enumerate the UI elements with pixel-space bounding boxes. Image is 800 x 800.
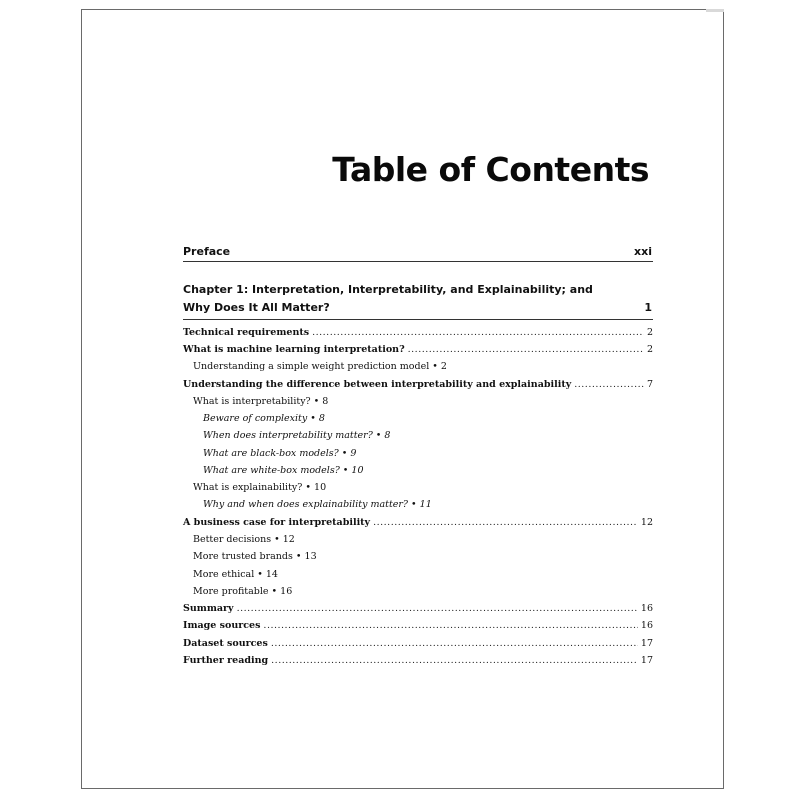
book-page [81, 9, 724, 789]
toc-entry-better-decisions[interactable]: Better decisions • 12 [193, 534, 295, 545]
toc-entry-black-box-models[interactable]: What are black-box models? • 9 [203, 448, 357, 459]
toc-entry-technical-requirements[interactable] [183, 324, 653, 341]
toc-entry-weight-prediction-model[interactable]: Understanding a simple weight prediction model • 2 [193, 361, 447, 372]
preface-page-number: xxi [634, 245, 652, 258]
entry-label: Technical requirements [183, 327, 310, 338]
toc-entry-dataset-sources[interactable] [183, 635, 653, 652]
toc-chapter-1-heading[interactable] [183, 281, 653, 320]
dot-leader [271, 652, 638, 669]
entry-page-number: 16 [640, 620, 653, 631]
toc-entry-summary[interactable] [183, 600, 653, 617]
entry-page-number: 17 [640, 655, 653, 666]
toc-entry-when-interpretability-matters[interactable]: When does interpretability matter? • 8 [203, 430, 391, 441]
dot-leader [312, 324, 644, 341]
entry-page-number: 7 [646, 379, 653, 390]
dot-leader [373, 514, 638, 531]
toc-entry-what-is-interpretability[interactable]: What is interpretability? • 8 [193, 396, 329, 407]
entry-label: What is machine learning interpretation? [183, 344, 405, 355]
entry-label: A business case for interpretability [183, 517, 371, 528]
toc-entry-what-is-ml-interpretation[interactable] [183, 341, 653, 358]
dot-leader [574, 376, 644, 393]
toc-entry-beware-of-complexity[interactable]: Beware of complexity • 8 [203, 413, 325, 424]
chapter-page-number: 1 [644, 301, 652, 314]
toc-entry-what-is-explainability[interactable]: What is explainability? • 10 [193, 482, 327, 493]
toc-entry-why-explainability-matters[interactable]: Why and when does explainability matter? • 11 [203, 499, 432, 510]
toc-entry-further-reading[interactable] [183, 652, 653, 669]
toc-entry-more-ethical[interactable]: More ethical • 14 [193, 569, 278, 580]
entry-page-number: 16 [640, 603, 653, 614]
dot-leader [271, 635, 638, 652]
entry-page-number: 2 [646, 327, 653, 338]
chapter-title-line-2: Why Does It All Matter? [183, 301, 330, 314]
entry-label: Summary [183, 603, 234, 614]
dot-leader [408, 341, 644, 358]
entry-page-number: 2 [646, 344, 653, 355]
toc-entry-white-box-models[interactable]: What are white-box models? • 10 [203, 465, 364, 476]
page-corner-mark [706, 9, 724, 12]
toc-entry-more-profitable[interactable]: More profitable • 16 [193, 586, 293, 597]
entry-label: Further reading [183, 655, 269, 666]
toc-entry-business-case[interactable] [183, 514, 653, 531]
entry-label: Understanding the difference between interpretability and explainability [183, 379, 572, 390]
toc-entry-image-sources[interactable] [183, 617, 653, 634]
entry-label: Image sources [183, 620, 261, 631]
page-title: Table of Contents [332, 150, 649, 189]
entry-label: Dataset sources [183, 638, 268, 649]
dot-leader [237, 600, 638, 617]
toc-entry-more-trusted-brands[interactable]: More trusted brands • 13 [193, 551, 317, 562]
toc-preface-row[interactable] [183, 236, 653, 262]
entry-page-number: 17 [640, 638, 653, 649]
chapter-title-line-1: Chapter 1: Interpretation, Interpretability, and Explainability; and [183, 283, 593, 296]
preface-label: Preface [183, 245, 231, 258]
entry-page-number: 12 [640, 517, 653, 528]
dot-leader [263, 617, 637, 634]
toc-entry-interpretability-vs-explainability[interactable] [183, 376, 653, 393]
